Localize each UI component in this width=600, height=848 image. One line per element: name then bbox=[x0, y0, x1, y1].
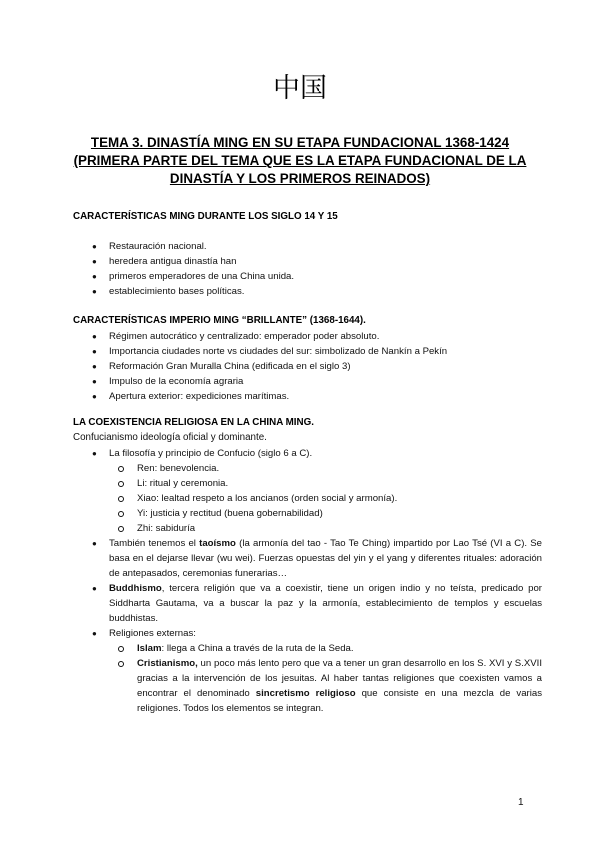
list-religions bbox=[92, 446, 542, 716]
list-item: Ren: benevolencia. bbox=[109, 461, 542, 476]
list-item: ● heredera antigua dinastía han bbox=[92, 254, 542, 269]
list-item-confucio bbox=[92, 446, 542, 536]
list-item: ● primeros emperadores de una China unida. bbox=[92, 269, 542, 284]
confucio-label: La filosofía y principio de Confucio (siglo 6 a C). bbox=[109, 448, 313, 459]
cristianismo-text: un poco más lento pero que va a tener un gran desarrollo en los S. XVI y S.XVII gracias a la intervención de los jesuitas. Al haber tantas religiones que coexisten vamos a encontrar el denominado bbox=[137, 658, 542, 699]
section-heading-ming-14-15: CARACTERÍSTICAS MING DURANTE LOS SIGLO 14 Y 15 bbox=[73, 211, 338, 222]
islam-text: : llega a China a través de la ruta de la Seda. bbox=[161, 643, 354, 654]
section-heading-imperio-ming: CARACTERÍSTICAS IMPERIO MING “BRILLANTE” (1368-1644). bbox=[73, 315, 366, 326]
taoismo-pre: También tenemos el bbox=[109, 538, 200, 549]
sincretismo-term: sincretismo religioso bbox=[255, 688, 356, 699]
chinese-title: 中国 bbox=[273, 73, 327, 104]
list-item-taoismo bbox=[92, 536, 542, 581]
section-heading-coexistencia: LA COEXISTENCIA RELIGIOSA EN LA CHINA MING. bbox=[73, 417, 314, 428]
list-imperio-characteristics bbox=[92, 329, 542, 404]
list-item-religiones-externas bbox=[92, 626, 542, 716]
list-confucio-principles bbox=[109, 461, 542, 536]
taoismo-term: taoísmo bbox=[199, 538, 236, 549]
cristianismo-term: Cristianismo, bbox=[137, 658, 198, 669]
page-number: 1 bbox=[518, 797, 524, 808]
list-item-islam bbox=[109, 641, 542, 656]
externas-label: Religiones externas: bbox=[109, 628, 196, 639]
list-item: Zhi: sabiduría bbox=[109, 521, 542, 536]
taoismo-text: (la armonía del tao - Tao Te Ching) impartido por Lao Tsé (VI a C). Se basa en el dejarse llevar (wu wei). Fuerzas opuestas del yin y el yang y diferentes rituales: adoración de antepasados, ceremonias funerarias… bbox=[109, 538, 542, 579]
list-item: ● Importancia ciudades norte vs ciudades del sur: simbolizado de Nankín a Pekín bbox=[92, 344, 542, 359]
sincretismo-text: que consiste en una mezcla de varias religiones. Todos los elementos se integran. bbox=[137, 688, 543, 714]
list-item: ● Apertura exterior: expediciones marítimas. bbox=[92, 389, 542, 404]
list-item: ● Régimen autocrático y centralizado: emperador poder absoluto. bbox=[92, 329, 542, 344]
list-ming-characteristics bbox=[92, 239, 542, 299]
list-item: ● Reformación Gran Muralla China (edificada en el siglo 3) bbox=[92, 359, 542, 374]
list-item: ● Impulso de la economía agraria bbox=[92, 374, 542, 389]
islam-term: Islam bbox=[137, 643, 162, 654]
list-item: Xiao: lealtad respeto a los ancianos (orden social y armonía). bbox=[109, 491, 542, 506]
list-item: Yi: justicia y rectitud (buena gobernabilidad) bbox=[109, 506, 542, 521]
list-item-budismo bbox=[92, 581, 542, 626]
list-item: Li: ritual y ceremonia. bbox=[109, 476, 542, 491]
budismo-term: Buddhismo bbox=[109, 583, 162, 594]
confucianismo-intro: Confucianismo ideología oficial y dominante. bbox=[73, 432, 267, 443]
list-item-cristianismo bbox=[109, 656, 542, 716]
list-external-religions bbox=[109, 641, 542, 716]
budismo-text: , tercera religión que va a coexistir, tiene un origen indio y no teísta, predicado por Siddharta Gautama, va a buscar la paz y la armonía, establecimiento de templos y escuelas buddhistas. bbox=[109, 583, 542, 624]
list-item: ● establecimiento bases políticas. bbox=[92, 284, 542, 299]
list-item: ● Restauración nacional. bbox=[92, 239, 542, 254]
page-title: TEMA 3. DINASTÍA MING EN SU ETAPA FUNDACIONAL 1368-1424 (PRIMERA PARTE DEL TEMA QUE ES LA ETAPA FUNDACIONAL DE LA DINASTÍA Y LOS PRIMEROS REINADOS) bbox=[73, 135, 527, 186]
